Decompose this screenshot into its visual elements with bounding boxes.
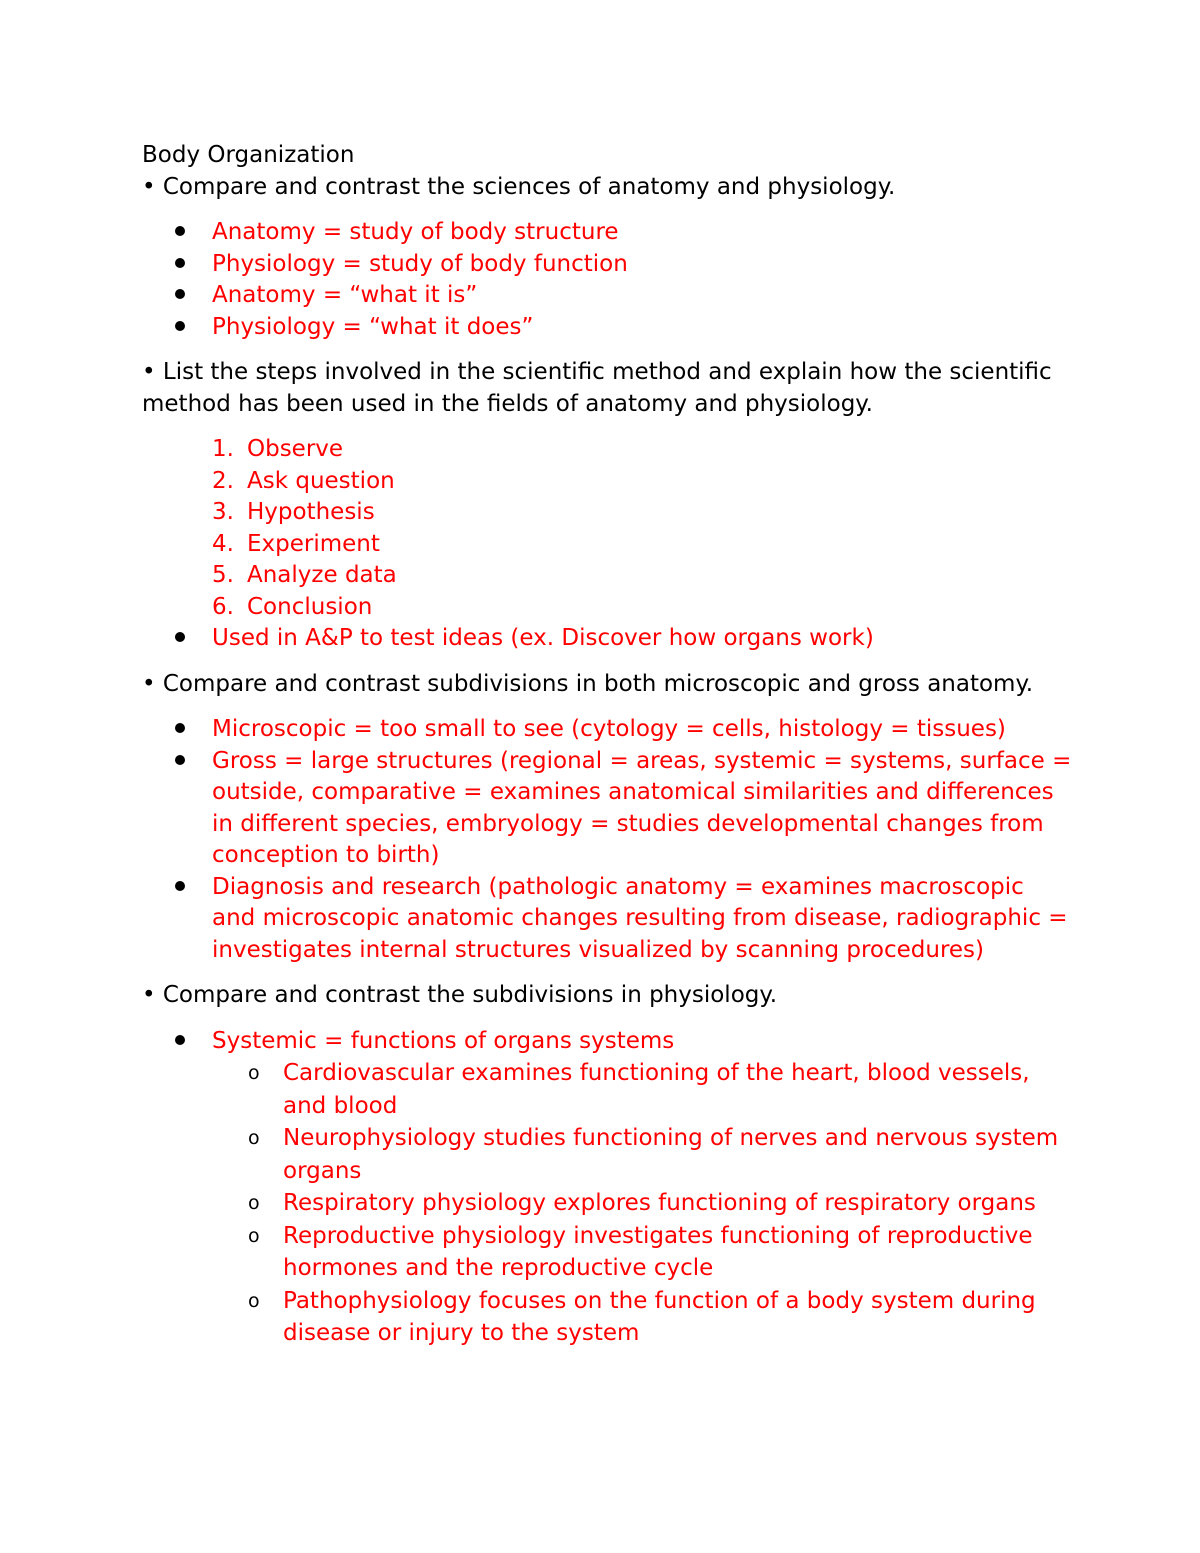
step-number: 3. (212, 499, 234, 525)
bullet-icon (170, 746, 190, 778)
step-number: 2. (212, 467, 234, 494)
circle-bullet-icon: o (248, 1062, 260, 1084)
list-item: Microscopic = too small to see (cytology = cells, histology = tissues) (142, 714, 1072, 746)
sub-list-item: o Cardiovascular examines functioning of the heart, blood vessels, and blood (142, 1057, 1072, 1122)
step-number: 1. (212, 436, 234, 462)
question-scientific-method: • List the steps involved in the scientific method and explain how the scientific method has been used in the fields of anatomy and physiology. (142, 359, 1052, 417)
sub-list-item: o Reproductive physiology investigates functioning of reproductive hormones and the reproductive cycle (142, 1220, 1072, 1285)
list-item: Diagnosis and research (pathologic anatomy = examines macroscopic and microscopic anatomic changes resulting from disease, radiographic = investigates internal structures visualized by scanning procedures) (142, 872, 1072, 967)
sub-list-item: o Neurophysiology studies functioning of nerves and nervous system organs (142, 1122, 1072, 1187)
bullet-icon (170, 249, 190, 281)
answer-list-anatomy-subdivisions (142, 714, 1072, 966)
bullet-icon (170, 1026, 190, 1058)
circle-bullet-icon: o (248, 1192, 260, 1214)
list-item: 6. Conclusion (142, 592, 1072, 624)
question-anatomy-physiology: • Compare and contrast the sciences of anatomy and physiology. (142, 173, 896, 200)
answer-list-scientific-method (142, 434, 1072, 655)
circle-bullet-icon: o (248, 1224, 260, 1247)
answer-list-anatomy-physiology (142, 217, 1072, 343)
sub-list-item: o Respiratory physiology explores functioning of respiratory organs (142, 1187, 1072, 1220)
list-item: Anatomy = “what it is” (142, 280, 1072, 312)
answer-list-physiology-subdivisions (142, 1026, 1072, 1350)
list-item: Used in A&P to test ideas (ex. Discover how organs work) (142, 623, 1072, 655)
bullet-icon (170, 714, 190, 746)
list-item: 4. Experiment (142, 529, 1072, 561)
step-number: 4. (212, 530, 234, 557)
list-item: 3. Hypothesis (142, 497, 1072, 529)
list-item: 1. Observe (142, 434, 1072, 466)
bullet-icon (170, 623, 190, 655)
bullet-icon (170, 217, 190, 249)
list-item: 2. Ask question (142, 466, 1072, 498)
bullet-icon (170, 872, 190, 904)
document-title: Body Organization (142, 142, 355, 168)
question-anatomy-subdivisions: • Compare and contrast subdivisions in both microscopic and gross anatomy. (142, 670, 1034, 697)
step-number: 5. (212, 562, 234, 588)
sub-list-item: o Pathophysiology focuses on the function of a body system during disease or injury to the system (142, 1285, 1072, 1350)
bullet-icon (170, 312, 190, 344)
circle-bullet-icon: o (248, 1127, 260, 1149)
circle-bullet-icon: o (248, 1289, 260, 1312)
list-item: 5. Analyze data (142, 560, 1072, 592)
list-item: Physiology = study of body function (142, 249, 1072, 281)
step-number: 6. (212, 593, 234, 620)
document-page (142, 140, 1072, 1364)
question-physiology-subdivisions: • Compare and contrast the subdivisions in physiology. (142, 982, 778, 1008)
bullet-icon (170, 280, 190, 312)
list-item: Anatomy = study of body structure (142, 217, 1072, 249)
list-item: Systemic = functions of organs systems (142, 1026, 1072, 1058)
list-item: Physiology = “what it does” (142, 312, 1072, 344)
list-item: Gross = large structures (regional = areas, systemic = systems, surface = outside, comparative = examines anatomical similarities and differences in different species, embryology = studies developmental changes from conception to birth) (142, 746, 1072, 872)
